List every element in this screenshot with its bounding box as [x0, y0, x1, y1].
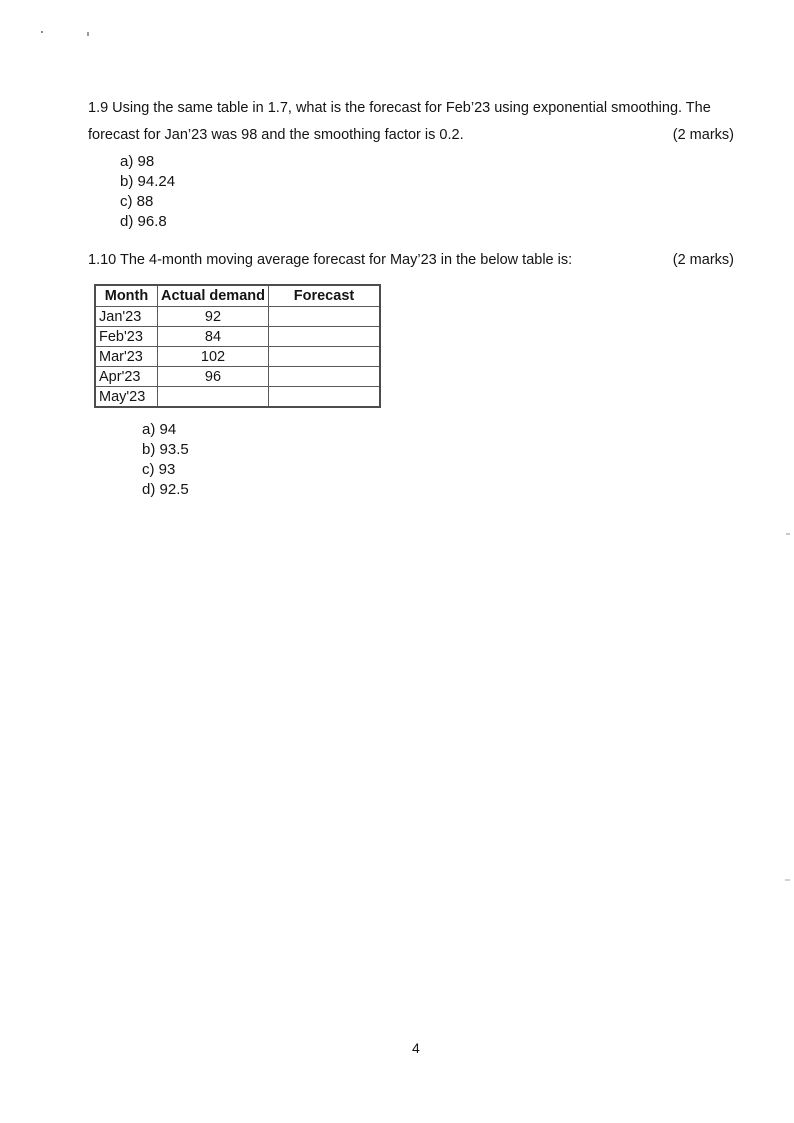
option-d: d) 92.5	[142, 481, 189, 498]
option-d: d) 96.8	[120, 213, 167, 230]
question-1-9-line-2: forecast for Jan’23 was 98 and the smoothing factor is 0.2.	[88, 127, 464, 143]
page-number: 4	[412, 1040, 420, 1056]
table-cell-month: May'23	[95, 387, 158, 408]
table-row	[95, 387, 380, 408]
question-1-10	[88, 247, 734, 274]
table-cell-month: Apr'23	[95, 367, 158, 387]
question-1-10-marks: (2 marks)	[672, 252, 734, 268]
table-cell-demand: 96	[158, 367, 269, 387]
table-row	[95, 327, 380, 347]
table-cell-forecast	[269, 327, 381, 347]
table-row	[95, 307, 380, 327]
table-header-row	[95, 285, 380, 307]
table-cell-demand	[158, 387, 269, 408]
question-1-10-options	[142, 420, 189, 500]
question-1-9	[88, 95, 734, 149]
table-cell-forecast	[269, 367, 381, 387]
option-b: b) 93.5	[142, 441, 189, 458]
table-cell-demand: 84	[158, 327, 269, 347]
table-row	[95, 367, 380, 387]
table-row	[95, 347, 380, 367]
scan-artifact	[786, 533, 790, 535]
table-cell-forecast	[269, 347, 381, 367]
table-header-cell-forecast: Forecast	[269, 285, 381, 307]
table-cell-forecast	[269, 387, 381, 408]
demand-table	[94, 284, 381, 408]
question-1-9-marks: (2 marks)	[672, 127, 734, 143]
option-a: a) 98	[120, 153, 155, 170]
table-cell-forecast	[269, 307, 381, 327]
question-1-10-text: 1.10 The 4-month moving average forecast for May’23 in the below table is:	[88, 252, 573, 268]
option-a: a) 94	[142, 421, 177, 438]
question-1-9-options	[120, 152, 175, 232]
table-cell-month: Feb'23	[95, 327, 158, 347]
option-b: b) 94.24	[120, 173, 176, 190]
scan-artifact	[87, 32, 89, 36]
option-c: c) 93	[142, 461, 176, 478]
table-header-cell-month: Month	[95, 285, 158, 307]
question-1-9-line-1: 1.9 Using the same table in 1.7, what is the forecast for Feb’23 using exponential smoothing. The	[88, 100, 711, 116]
scan-artifact	[41, 31, 43, 33]
table-header-cell-actual-demand: Actual demand	[158, 285, 269, 307]
table-cell-demand: 92	[158, 307, 269, 327]
scan-artifact	[785, 879, 790, 881]
table-cell-month: Mar'23	[95, 347, 158, 367]
table-cell-demand: 102	[158, 347, 269, 367]
option-c: c) 88	[120, 193, 154, 210]
table-cell-month: Jan'23	[95, 307, 158, 327]
